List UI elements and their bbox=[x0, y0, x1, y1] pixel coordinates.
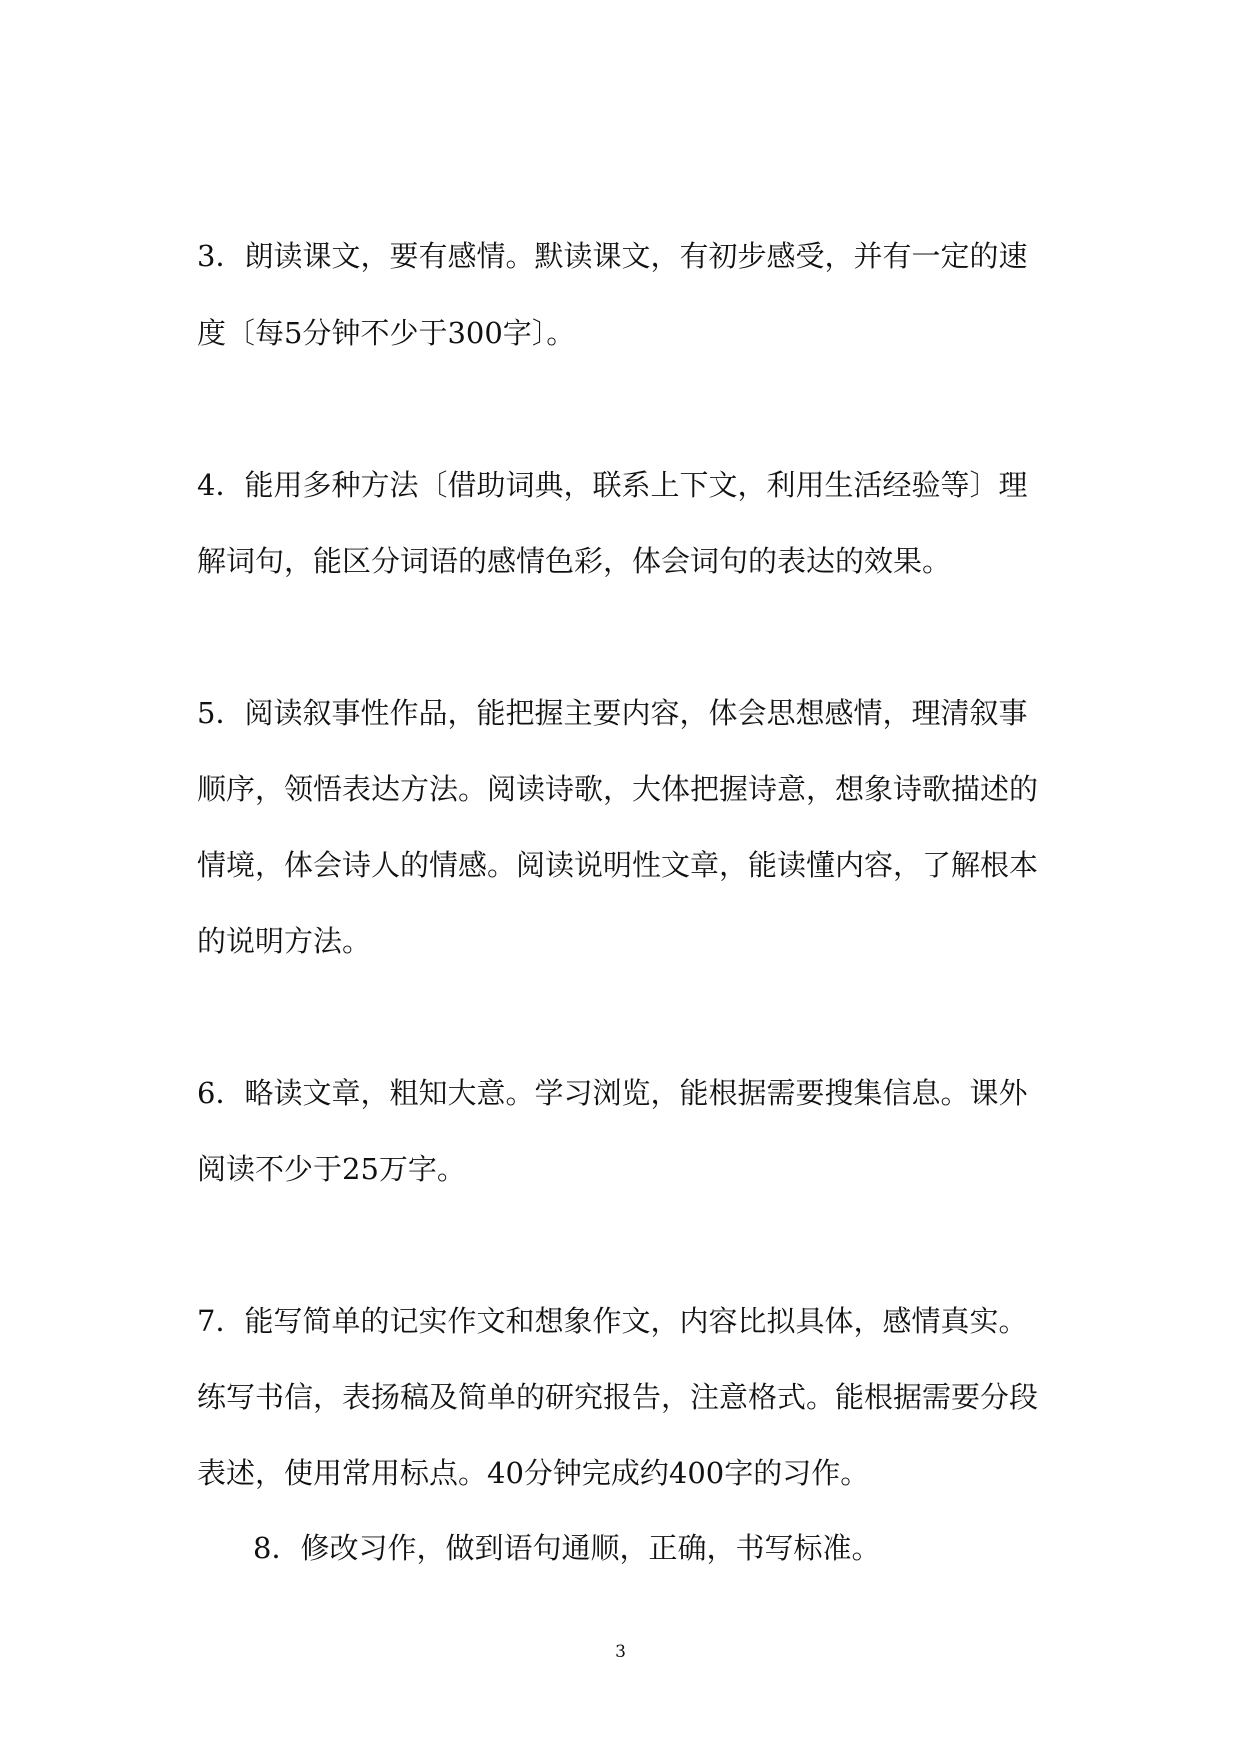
item-5-line-4: 的说明方法。 bbox=[197, 924, 372, 958]
item-5-line-1: 5．阅读叙事性作品，能把握主要内容，体会思想感情，理清叙事 bbox=[197, 696, 1028, 730]
item-4-line-1: 4．能用多种方法〔借助词典，联系上下文，利用生活经验等〕理 bbox=[197, 468, 1028, 502]
item-7-line-2: 练写书信，表扬稿及简单的研究报告，注意格式。能根据需要分段 bbox=[197, 1380, 1039, 1414]
item-6-line-1: 6．略读文章，粗知大意。学习浏览，能根据需要搜集信息。课外 bbox=[197, 1076, 1028, 1110]
item-7-line-1: 7．能写简单的记实作文和想象作文，内容比拟具体，感情真实。 bbox=[197, 1304, 1028, 1338]
item-6-line-2: 阅读不少于25万字。 bbox=[197, 1152, 466, 1186]
item-4-line-2: 解词句，能区分词语的感情色彩，体会词句的表达的效果。 bbox=[197, 544, 952, 578]
item-5-line-2: 顺序，领悟表达方法。阅读诗歌，大体把握诗意，想象诗歌描述的 bbox=[197, 772, 1039, 806]
item-3-line-2: 度〔每5分钟不少于300字〕。 bbox=[197, 316, 576, 350]
item-8-line-1: 8．修改习作，做到语句通顺，正确，书写标准。 bbox=[253, 1531, 881, 1565]
item-7-line-3: 表述，使用常用标点。40分钟完成约400字的习作。 bbox=[197, 1456, 870, 1490]
item-5-line-3: 情境，体会诗人的情感。阅读说明性文章，能读懂内容，了解根本 bbox=[197, 848, 1039, 882]
page-number: 3 bbox=[615, 1642, 626, 1662]
item-3-line-1: 3．朗读课文，要有感情。默读课文，有初步感受，并有一定的速 bbox=[197, 239, 1028, 273]
